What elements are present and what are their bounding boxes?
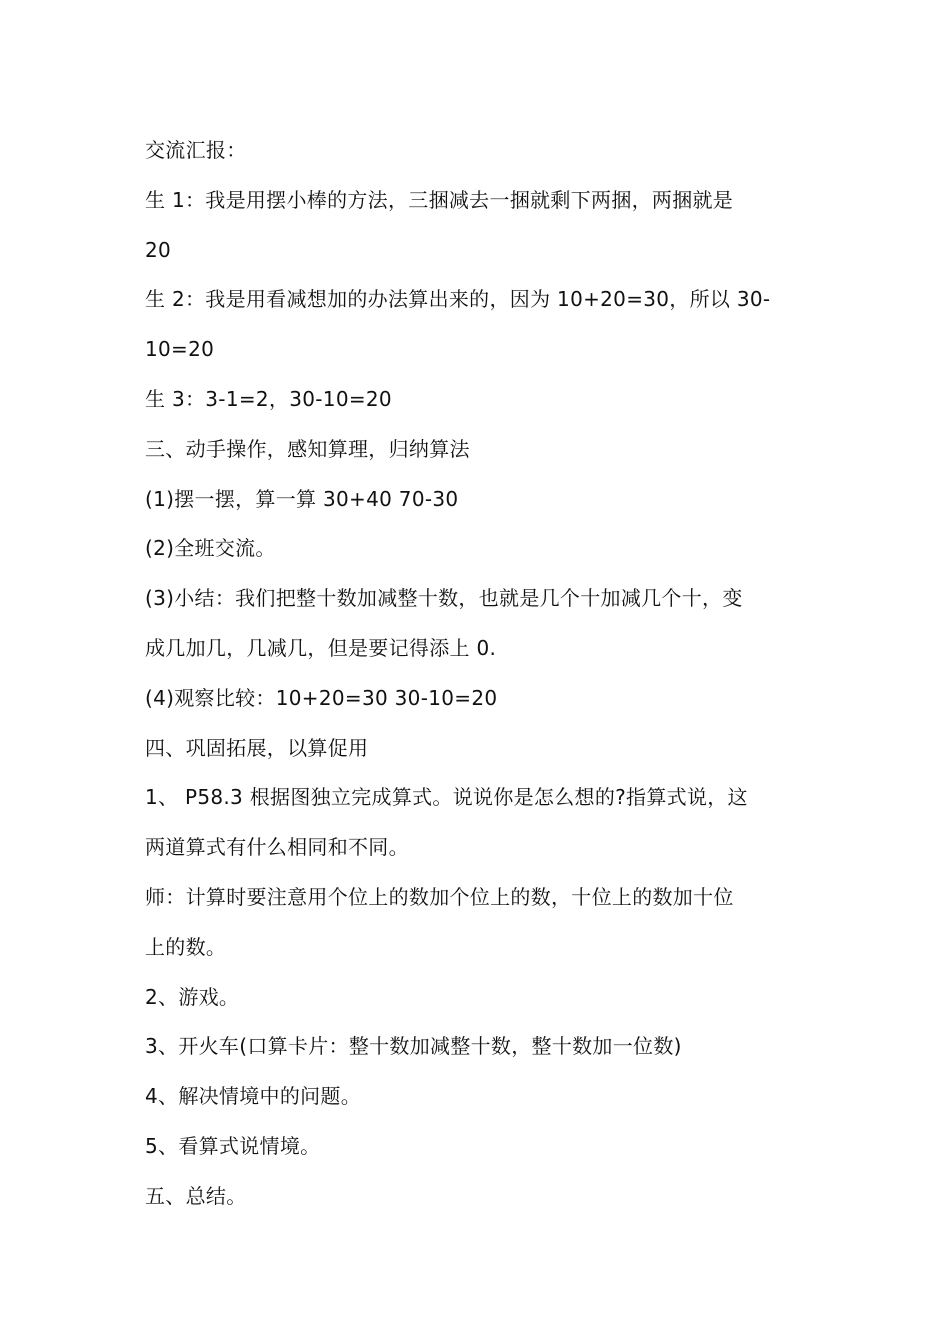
text-line-item1: 1、 P58.3 根据图独立完成算式。说说你是怎么想的?指算式说，这 — [145, 785, 748, 810]
text-line-item1-cont: 两道算式有什么相同和不同。 — [145, 835, 409, 860]
text-line-step3: (3)小结：我们把整十数加减整十数，也就是几个十加减几个十，变 — [145, 586, 743, 611]
text-line-item2: 2、游戏。 — [145, 984, 240, 1009]
text-line-teacher: 师：计算时要注意用个位上的数加个位上的数，十位上的数加十位 — [145, 884, 734, 909]
text-line-item5: 5、看算式说情境。 — [145, 1133, 321, 1158]
text-line-student3: 生 3：3-1=2，30-10=20 — [145, 386, 392, 411]
text-line-teacher-cont: 上的数。 — [145, 934, 227, 959]
text-line-student2: 生 2：我是用看减想加的办法算出来的，因为 10+20=30，所以 30- — [145, 287, 771, 312]
text-line-student1: 生 1：我是用摆小棒的方法，三捆减去一捆就剩下两捆，两捆就是 — [145, 187, 734, 212]
text-line-item3: 3、开火车(口算卡片：整十数加减整十数，整十数加一位数) — [145, 1034, 682, 1059]
document-body — [145, 126, 810, 1222]
text-line-step2: (2)全班交流。 — [145, 536, 276, 561]
text-line-step1: (1)摆一摆，算一算 30+40 70-30 — [145, 486, 459, 511]
text-line-step3-cont: 成几加几，几减几，但是要记得添上 0. — [145, 635, 497, 660]
text-line-student2-cont: 10=20 — [145, 337, 215, 362]
text-line-exchange-report: 交流汇报： — [145, 138, 247, 162]
text-line-item4: 4、解决情境中的问题。 — [145, 1084, 362, 1109]
text-line-student1-cont: 20 — [145, 237, 172, 262]
section-heading-3: 三、动手操作，感知算理，归纳算法 — [145, 436, 470, 461]
section-heading-4: 四、巩固拓展，以算促用 — [145, 735, 369, 760]
text-line-step4: (4)观察比较：10+20=30 30-10=20 — [145, 685, 498, 710]
section-heading-5: 五、总结。 — [145, 1183, 247, 1208]
